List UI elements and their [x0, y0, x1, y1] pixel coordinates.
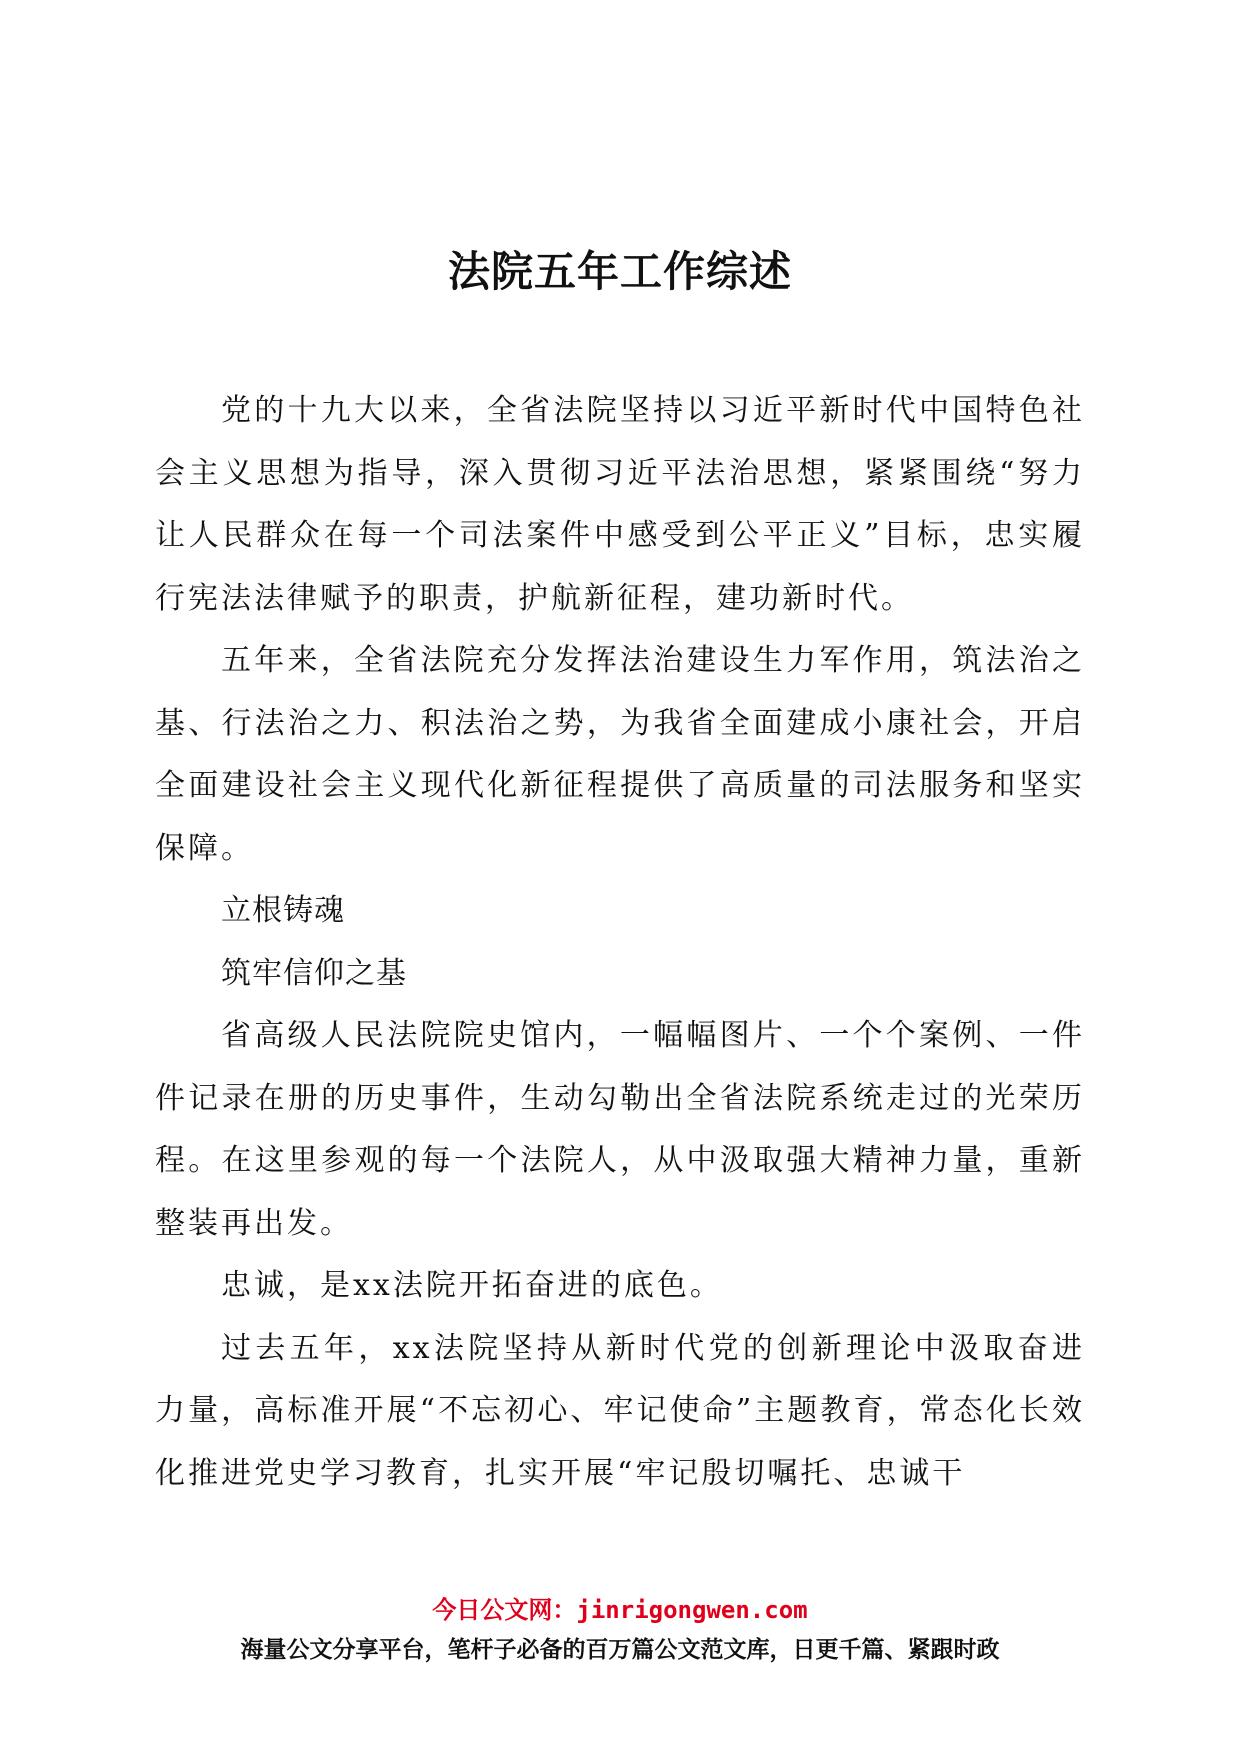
document-title: 法院五年工作综述 — [447, 247, 792, 296]
footer-site-label: 今日公文网： — [432, 1596, 577, 1624]
paragraph: 党的十九大以来，全省法院坚持以习近平新时代中国特色社会主义思想为指导，深入贯彻习近平法治思想，紧紧围绕“努力让人民群众在每一个司法案件中感受到公平正义”目标，忠实履行宪法法律赋予的职责，护航新征程，建功新时代。 — [155, 393, 1085, 616]
paragraph: 忠诚，是xx法院开拓奋进的底色。 — [221, 1268, 723, 1303]
section-heading: 立根铸魂 — [221, 893, 345, 928]
paragraph: 五年来，全省法院充分发挥法治建设生力军作用，筑法治之基、行法治之力、积法治之势，为我省全面建成小康社会，开启全面建设社会主义现代化新征程提供了高质量的司法服务和坚实保障。 — [155, 643, 1085, 866]
paragraph: 过去五年，xx法院坚持从新时代党的创新理论中汲取奋进力量，高标准开展“不忘初心、牢记使命”主题教育，常态化长效化推进党史学习教育，扎实开展“牢记殷切嘱托、忠诚干 — [155, 1330, 1085, 1491]
paragraph: 省高级人民法院院史馆内，一幅幅图片、一个个案例、一件件记录在册的历史事件，生动勾勒出全省法院系统走过的光荣历程。在这里参观的每一个法院人，从中汲取强大精神力量，重新整装再出发。 — [155, 1018, 1085, 1241]
footer-tagline: 海量公文分享平台，笔杆子必备的百万篇公文范文库，日更千篇、紧跟时政 — [240, 1637, 1000, 1663]
footer-banner — [0, 1592, 1240, 1670]
footer-site-link[interactable]: jinrigongwen.com — [576, 1596, 808, 1624]
document-body — [155, 380, 1085, 1505]
footer-site-line — [0, 1592, 1240, 1628]
section-subheading: 筑牢信仰之基 — [221, 955, 407, 991]
